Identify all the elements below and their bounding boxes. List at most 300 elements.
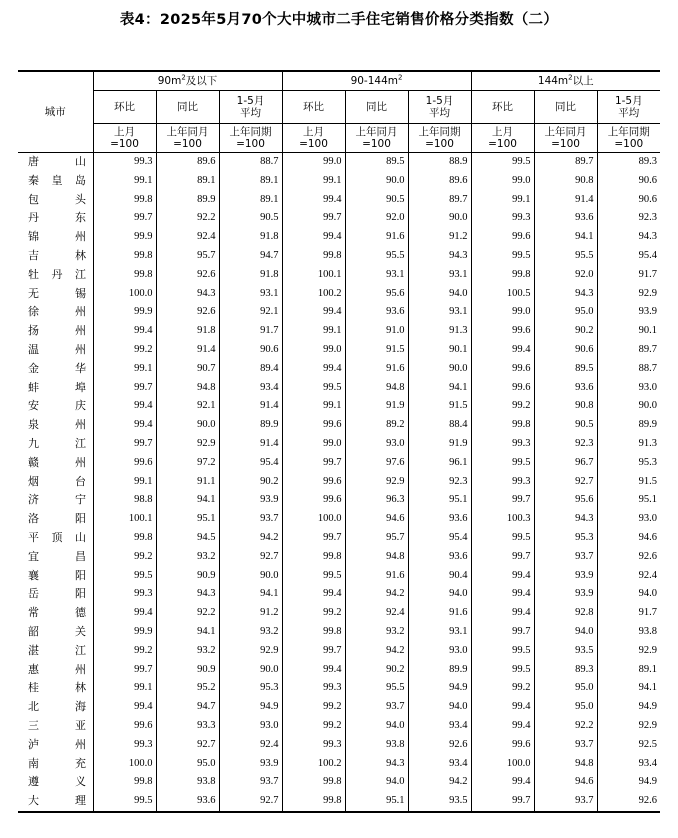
index-table-container [18, 70, 660, 813]
index-value-cell: 90.0 [219, 661, 282, 680]
city-name [28, 755, 86, 774]
city-char: 南 [28, 756, 39, 770]
table-row [18, 773, 660, 792]
base-text: =100 [488, 138, 517, 150]
index-value-cell: 99.7 [93, 661, 156, 680]
table-row [18, 491, 660, 510]
table-row [18, 172, 660, 191]
index-value-cell: 99.8 [471, 266, 534, 285]
index-value-cell: 92.1 [219, 303, 282, 322]
index-value-cell: 94.8 [534, 755, 597, 774]
index-value-cell: 92.4 [156, 228, 219, 247]
index-value-cell: 99.8 [282, 792, 345, 812]
index-value-cell: 94.8 [156, 379, 219, 398]
avg-header-text: 平均 [618, 107, 640, 119]
table-row [18, 661, 660, 680]
index-value-cell: 93.7 [534, 792, 597, 812]
city-cell [18, 473, 93, 492]
index-value-cell: 95.7 [345, 529, 408, 548]
city-cell [18, 736, 93, 755]
city-char: 锦 [28, 230, 39, 244]
index-value-cell: 94.3 [345, 755, 408, 774]
city-char: 州 [75, 455, 86, 469]
index-value-cell: 93.6 [345, 303, 408, 322]
index-value-cell: 92.6 [156, 303, 219, 322]
index-value-cell: 99.1 [93, 360, 156, 379]
index-value-cell: 91.7 [597, 266, 660, 285]
index-value-cell: 95.5 [534, 247, 597, 266]
index-value-cell: 88.4 [408, 416, 471, 435]
city-char: 江 [75, 643, 86, 657]
base-text: =100 [299, 138, 328, 150]
base-text: =100 [110, 138, 139, 150]
index-value-cell: 94.6 [345, 510, 408, 529]
city-cell [18, 792, 93, 812]
base-text: 上月 [114, 126, 135, 138]
index-value-cell: 95.5 [345, 247, 408, 266]
index-value-cell: 90.6 [534, 341, 597, 360]
city-char: 锡 [75, 286, 86, 300]
mom-header [471, 91, 534, 124]
avg-header [219, 91, 282, 124]
table-row [18, 585, 660, 604]
yoy-header [345, 91, 408, 124]
metric-header-row [18, 91, 660, 124]
index-value-cell: 91.2 [219, 604, 282, 623]
city-cell [18, 510, 93, 529]
base-text: =100 [236, 138, 265, 150]
index-value-cell: 89.3 [597, 153, 660, 172]
city-cell [18, 191, 93, 210]
city-name [28, 548, 86, 567]
index-value-cell: 99.7 [282, 454, 345, 473]
mom-base-header [471, 124, 534, 153]
city-char: 充 [75, 756, 86, 770]
index-value-cell: 99.6 [93, 717, 156, 736]
index-value-cell: 94.1 [408, 379, 471, 398]
index-value-cell: 90.2 [219, 473, 282, 492]
index-value-cell: 99.4 [471, 604, 534, 623]
city-char: 岛 [75, 173, 86, 187]
city-char: 江 [75, 267, 86, 281]
index-value-cell: 99.4 [282, 303, 345, 322]
index-value-cell: 91.4 [156, 341, 219, 360]
index-value-cell: 93.1 [408, 266, 471, 285]
index-value-cell: 93.6 [156, 792, 219, 812]
index-value-cell: 93.3 [156, 717, 219, 736]
group-label-sup: 2 [397, 73, 403, 82]
index-value-cell: 94.3 [597, 228, 660, 247]
city-char: 江 [75, 436, 86, 450]
city-char: 宁 [75, 493, 86, 507]
city-name [28, 209, 86, 228]
index-value-cell: 100.3 [471, 510, 534, 529]
index-value-cell: 99.3 [282, 736, 345, 755]
index-value-cell: 93.0 [597, 510, 660, 529]
group-label-sup: 2 [181, 73, 186, 82]
index-value-cell: 91.6 [345, 567, 408, 586]
city-char: 包 [28, 192, 39, 206]
avg-header-text: 1-5月 [614, 95, 643, 107]
index-value-cell: 94.2 [345, 585, 408, 604]
index-value-cell: 99.5 [282, 567, 345, 586]
group-header-large [471, 71, 660, 91]
index-value-cell: 95.0 [534, 698, 597, 717]
mom-header [93, 91, 156, 124]
index-value-cell: 99.7 [471, 623, 534, 642]
index-value-cell: 92.9 [597, 642, 660, 661]
city-char: 州 [75, 662, 86, 676]
index-value-cell: 90.2 [345, 661, 408, 680]
group-label-sup: 2 [568, 73, 573, 82]
index-value-cell: 90.0 [408, 360, 471, 379]
city-char: 济 [28, 493, 39, 507]
index-value-cell: 93.0 [219, 717, 282, 736]
index-value-cell: 93.4 [597, 755, 660, 774]
index-value-cell: 93.7 [534, 548, 597, 567]
city-char: 金 [28, 361, 39, 375]
index-value-cell: 93.7 [534, 736, 597, 755]
index-value-cell: 89.1 [219, 172, 282, 191]
city-char: 九 [28, 436, 39, 450]
city-char: 泸 [28, 737, 39, 751]
city-name [28, 360, 86, 379]
index-value-cell: 92.6 [156, 266, 219, 285]
index-value-cell: 99.8 [93, 266, 156, 285]
index-value-cell: 99.2 [471, 397, 534, 416]
table-row [18, 360, 660, 379]
index-value-cell: 99.0 [471, 303, 534, 322]
index-value-cell: 95.4 [219, 454, 282, 473]
city-char: 州 [75, 305, 86, 319]
city-char: 关 [75, 624, 86, 638]
city-char: 大 [28, 794, 39, 808]
index-value-cell: 92.2 [534, 717, 597, 736]
index-value-cell: 90.5 [219, 209, 282, 228]
index-value-cell: 95.5 [345, 679, 408, 698]
index-value-cell: 92.9 [597, 285, 660, 304]
index-value-cell: 91.5 [408, 397, 471, 416]
index-value-cell: 100.0 [93, 755, 156, 774]
index-value-cell: 93.2 [345, 623, 408, 642]
mom-header-text: 环比 [492, 101, 514, 113]
index-value-cell: 89.1 [597, 661, 660, 680]
index-value-cell: 99.8 [93, 529, 156, 548]
index-value-cell: 89.9 [408, 661, 471, 680]
city-char: 林 [75, 248, 86, 262]
index-value-cell: 90.0 [597, 397, 660, 416]
city-cell [18, 209, 93, 228]
index-value-cell: 93.9 [534, 567, 597, 586]
index-value-cell: 95.1 [408, 491, 471, 510]
index-value-cell: 94.1 [597, 679, 660, 698]
table-row [18, 397, 660, 416]
city-name [28, 585, 86, 604]
index-value-cell: 99.0 [282, 341, 345, 360]
index-value-cell: 92.7 [534, 473, 597, 492]
index-value-cell: 96.3 [345, 491, 408, 510]
index-value-cell: 95.3 [219, 679, 282, 698]
index-value-cell: 94.0 [597, 585, 660, 604]
index-value-cell: 89.7 [408, 191, 471, 210]
index-value-cell: 99.0 [282, 153, 345, 172]
city-char: 亚 [75, 718, 86, 732]
city-char: 山 [75, 530, 86, 544]
index-value-cell: 99.6 [282, 473, 345, 492]
city-char: 皇 [51, 173, 63, 187]
base-text: 上年同月 [355, 126, 398, 138]
index-value-cell: 95.0 [156, 755, 219, 774]
index-value-cell: 93.4 [219, 379, 282, 398]
index-value-cell: 91.6 [408, 604, 471, 623]
yoy-header-text: 同比 [555, 101, 577, 113]
city-cell [18, 567, 93, 586]
city-char: 宜 [28, 549, 39, 563]
index-value-cell: 93.1 [345, 266, 408, 285]
index-value-cell: 94.2 [408, 773, 471, 792]
index-value-cell: 99.5 [471, 661, 534, 680]
table-row [18, 266, 660, 285]
city-char: 埠 [75, 380, 86, 394]
table-row [18, 341, 660, 360]
index-value-cell: 93.7 [219, 773, 282, 792]
index-value-cell: 99.3 [471, 473, 534, 492]
city-cell [18, 491, 93, 510]
city-cell [18, 247, 93, 266]
table-row [18, 247, 660, 266]
index-value-cell: 99.6 [282, 491, 345, 510]
group-label: 144m [537, 75, 569, 87]
base-text: 上年同期 [229, 126, 272, 138]
index-value-cell: 99.4 [471, 585, 534, 604]
table-body [18, 153, 660, 812]
index-value-cell: 99.4 [471, 717, 534, 736]
index-value-cell: 100.2 [282, 755, 345, 774]
mom-base-header [282, 124, 345, 153]
index-value-cell: 99.1 [282, 322, 345, 341]
city-cell [18, 548, 93, 567]
index-value-cell: 91.3 [597, 435, 660, 454]
table-row [18, 191, 660, 210]
table-row [18, 303, 660, 322]
index-value-cell: 89.9 [219, 416, 282, 435]
index-value-cell: 95.1 [156, 510, 219, 529]
index-value-cell: 99.6 [471, 360, 534, 379]
index-value-cell: 99.1 [93, 172, 156, 191]
city-name [28, 792, 86, 811]
index-value-cell: 96.1 [408, 454, 471, 473]
city-char: 庆 [75, 399, 86, 413]
index-value-cell: 97.2 [156, 454, 219, 473]
base-text: 上月 [303, 126, 324, 138]
city-name [28, 435, 86, 454]
index-value-cell: 94.7 [219, 247, 282, 266]
index-value-cell: 93.5 [408, 792, 471, 812]
index-value-cell: 95.1 [345, 792, 408, 812]
city-cell [18, 397, 93, 416]
index-value-cell: 99.4 [93, 416, 156, 435]
index-value-cell: 92.7 [219, 792, 282, 812]
index-value-cell: 93.0 [345, 435, 408, 454]
index-value-cell: 95.6 [345, 285, 408, 304]
index-value-cell: 99.2 [282, 717, 345, 736]
index-value-cell: 99.5 [471, 247, 534, 266]
city-char: 烟 [28, 474, 39, 488]
index-value-cell: 99.5 [93, 567, 156, 586]
index-value-cell: 92.9 [156, 435, 219, 454]
index-value-cell: 100.0 [282, 510, 345, 529]
city-char: 无 [28, 286, 39, 300]
city-name [28, 341, 86, 360]
table-row [18, 379, 660, 398]
index-value-cell: 92.3 [534, 435, 597, 454]
index-value-cell: 90.6 [219, 341, 282, 360]
index-value-cell: 99.2 [93, 341, 156, 360]
city-char: 德 [75, 606, 86, 620]
index-value-cell: 92.2 [156, 209, 219, 228]
city-char: 阳 [75, 568, 86, 582]
index-value-cell: 90.0 [408, 209, 471, 228]
index-value-cell: 91.8 [219, 228, 282, 247]
index-value-cell: 91.6 [345, 360, 408, 379]
table-row [18, 529, 660, 548]
index-value-cell: 90.9 [156, 661, 219, 680]
index-value-cell: 92.8 [534, 604, 597, 623]
city-char: 湛 [28, 643, 39, 657]
city-cell [18, 172, 93, 191]
city-char: 吉 [28, 248, 39, 262]
index-value-cell: 91.1 [156, 473, 219, 492]
index-value-cell: 95.1 [597, 491, 660, 510]
city-cell [18, 529, 93, 548]
city-char: 岳 [28, 587, 39, 601]
index-value-cell: 90.4 [408, 567, 471, 586]
index-value-cell: 99.3 [93, 585, 156, 604]
city-name [28, 473, 86, 492]
index-value-cell: 99.5 [471, 529, 534, 548]
index-value-cell: 94.3 [534, 285, 597, 304]
index-value-cell: 93.6 [534, 209, 597, 228]
city-cell [18, 623, 93, 642]
index-value-cell: 100.2 [282, 285, 345, 304]
index-value-cell: 92.3 [597, 209, 660, 228]
city-name [28, 736, 86, 755]
city-name [28, 454, 86, 473]
index-value-cell: 93.9 [219, 491, 282, 510]
index-value-cell: 93.5 [534, 642, 597, 661]
city-char: 阳 [75, 512, 86, 526]
city-char: 头 [75, 192, 86, 206]
base-text: 上年同月 [166, 126, 209, 138]
index-value-cell: 89.9 [156, 191, 219, 210]
index-value-cell: 94.8 [345, 548, 408, 567]
index-value-cell: 99.6 [471, 228, 534, 247]
index-value-cell: 88.7 [597, 360, 660, 379]
city-cell [18, 266, 93, 285]
index-value-cell: 89.3 [534, 661, 597, 680]
index-value-cell: 96.7 [534, 454, 597, 473]
index-value-cell: 90.8 [534, 397, 597, 416]
index-value-cell: 99.5 [471, 642, 534, 661]
yoy-base-header [345, 124, 408, 153]
index-value-cell: 91.6 [345, 228, 408, 247]
city-char: 牡 [28, 267, 39, 281]
group-header-small [93, 71, 282, 91]
city-name [28, 303, 86, 322]
table-row [18, 698, 660, 717]
index-value-cell: 99.3 [93, 153, 156, 172]
city-cell [18, 322, 93, 341]
index-value-cell: 99.2 [471, 679, 534, 698]
index-value-cell: 91.8 [156, 322, 219, 341]
base-text: =100 [173, 138, 202, 150]
index-value-cell: 90.0 [156, 416, 219, 435]
avg-header-text: 平均 [240, 107, 261, 119]
city-name [28, 679, 86, 698]
city-cell [18, 303, 93, 322]
index-value-cell: 99.9 [93, 303, 156, 322]
base-text: 上年同期 [607, 126, 650, 138]
table-row [18, 153, 660, 172]
price-index-table [18, 70, 660, 813]
index-value-cell: 99.4 [93, 698, 156, 717]
city-name [28, 510, 86, 529]
index-value-cell: 94.9 [219, 698, 282, 717]
index-value-cell: 94.2 [345, 642, 408, 661]
index-value-cell: 92.3 [408, 473, 471, 492]
city-name [28, 661, 86, 680]
city-cell [18, 228, 93, 247]
city-cell [18, 642, 93, 661]
yoy-header [534, 91, 597, 124]
index-value-cell: 88.7 [219, 153, 282, 172]
index-value-cell: 99.4 [471, 341, 534, 360]
index-value-cell: 89.6 [156, 153, 219, 172]
index-value-cell: 99.3 [471, 209, 534, 228]
index-value-cell: 99.3 [471, 435, 534, 454]
index-value-cell: 99.7 [282, 642, 345, 661]
index-value-cell: 92.1 [156, 397, 219, 416]
city-name [28, 397, 86, 416]
city-char: 北 [28, 700, 39, 714]
index-value-cell: 92.6 [597, 548, 660, 567]
index-value-cell: 99.7 [282, 529, 345, 548]
city-cell [18, 585, 93, 604]
yoy-header-text: 同比 [366, 101, 387, 113]
city-cell [18, 341, 93, 360]
city-char: 州 [75, 342, 86, 356]
index-value-cell: 94.9 [597, 698, 660, 717]
index-value-cell: 99.0 [282, 435, 345, 454]
group-label: 90-144m [350, 75, 398, 87]
index-value-cell: 99.7 [471, 548, 534, 567]
index-value-cell: 99.4 [282, 360, 345, 379]
table-row [18, 228, 660, 247]
index-value-cell: 95.3 [534, 529, 597, 548]
index-value-cell: 90.7 [156, 360, 219, 379]
index-value-cell: 91.2 [408, 228, 471, 247]
index-value-cell: 98.8 [93, 491, 156, 510]
city-name [28, 623, 86, 642]
index-value-cell: 99.1 [93, 473, 156, 492]
table-row [18, 717, 660, 736]
avg-header [408, 91, 471, 124]
avg-base-header [408, 124, 471, 153]
index-value-cell: 89.7 [534, 153, 597, 172]
city-name [28, 191, 86, 210]
mom-header [282, 91, 345, 124]
index-value-cell: 93.2 [219, 623, 282, 642]
